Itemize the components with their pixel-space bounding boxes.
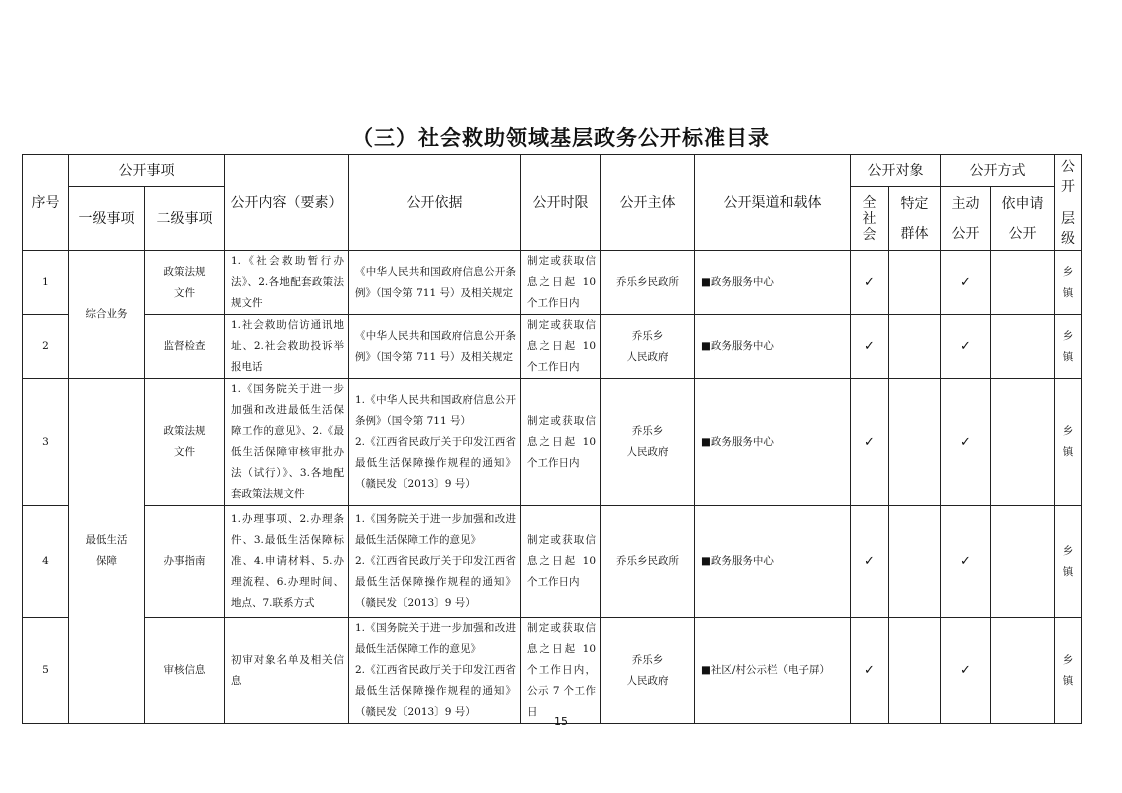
group-name: 综合业务	[69, 251, 145, 379]
row-channel: ■政务服务中心	[695, 251, 851, 315]
row-subject: 乔乐乡民政所	[601, 506, 695, 618]
row-method-apply	[991, 506, 1055, 618]
row-method-active: ✓	[941, 506, 991, 618]
row-method-apply	[991, 618, 1055, 724]
row-channel: ■政务服务中心	[695, 379, 851, 506]
row-content: 1.《国务院关于进一步加强和改进最低生活保障工作的意见》、2.《最低生活保障审核审批办法（试行）》、3.各地配套政策法规文件	[225, 379, 349, 506]
row-target-all: ✓	[851, 251, 889, 315]
header-target: 公开对象	[851, 155, 941, 187]
row-level2: 审核信息	[145, 618, 225, 724]
row-basis: 《中华人民共和国政府信息公开条例》（国令第 711 号）及相关规定	[349, 251, 521, 315]
row-level: 乡镇	[1055, 506, 1082, 618]
table-row	[23, 379, 1082, 506]
row-time: 制定或获取信息之日起 10 个工作日内，公示 7 个工作日	[521, 618, 601, 724]
row-level: 乡镇	[1055, 315, 1082, 379]
row-method-active: ✓	[941, 618, 991, 724]
row-seq: 4	[23, 506, 69, 618]
row-level: 乡镇	[1055, 618, 1082, 724]
row-method-apply	[991, 315, 1055, 379]
header-method-apply: 依申请 公开	[991, 187, 1055, 251]
row-level2: 政策法规 文件	[145, 379, 225, 506]
table-row	[23, 506, 1082, 618]
row-level2: 监督检查	[145, 315, 225, 379]
row-subject: 乔乐乡 人民政府	[601, 379, 695, 506]
header-basis: 公开依据	[349, 155, 521, 251]
header-seq: 序号	[23, 155, 69, 251]
row-basis: 《中华人民共和国政府信息公开条例》（国令第 711 号）及相关规定	[349, 315, 521, 379]
row-target-all: ✓	[851, 618, 889, 724]
row-method-apply	[991, 251, 1055, 315]
header-level1: 一级事项	[69, 187, 145, 251]
row-channel: ■政务服务中心	[695, 315, 851, 379]
row-channel: ■政务服务中心	[695, 506, 851, 618]
table-row	[23, 618, 1082, 724]
row-time: 制定或获取信息之日起 10 个工作日内	[521, 315, 601, 379]
row-target-specific	[889, 379, 941, 506]
row-method-apply	[991, 379, 1055, 506]
row-subject: 乔乐乡 人民政府	[601, 315, 695, 379]
row-target-specific	[889, 251, 941, 315]
row-method-active: ✓	[941, 379, 991, 506]
row-seq: 2	[23, 315, 69, 379]
row-basis: 1.《国务院关于进一步加强和改进最低生活保障工作的意见》 2.《江西省民政厅关于印发江西省最低生活保障操作规程的通知》（赣民发〔2013〕9 号）	[349, 618, 521, 724]
row-time: 制定或获取信息之日起 10 个工作日内	[521, 506, 601, 618]
row-content: 初审对象名单及相关信息	[225, 618, 349, 724]
row-basis: 1.《中华人民共和国政府信息公开条例》（国令第 711 号） 2.《江西省民政厅关于印发江西省最低生活保障操作规程的通知》（赣民发〔2013〕9 号）	[349, 379, 521, 506]
group-name: 最低生活 保障	[69, 379, 145, 724]
header-method: 公开方式	[941, 155, 1055, 187]
row-target-all: ✓	[851, 506, 889, 618]
catalog-table	[22, 154, 1082, 724]
row-seq: 5	[23, 618, 69, 724]
row-seq: 3	[23, 379, 69, 506]
row-method-active: ✓	[941, 251, 991, 315]
row-content: 1.办理事项、2.办理条件、3.最低生活保障标准、4.申请材料、5.办理流程、6.办理时间、地点、7.联系方式	[225, 506, 349, 618]
row-channel: ■社区/村公示栏（电子屏）	[695, 618, 851, 724]
row-seq: 1	[23, 251, 69, 315]
header-subject: 公开主体	[601, 155, 695, 251]
row-time: 制定或获取信息之日起 10 个工作日内	[521, 379, 601, 506]
header-content: 公开内容（要素）	[225, 155, 349, 251]
header-target-all: 全 社 会	[851, 187, 889, 251]
row-subject: 乔乐乡 人民政府	[601, 618, 695, 724]
header-channel: 公开渠道和载体	[695, 155, 851, 251]
header-item: 公开事项	[69, 155, 225, 187]
page-title: （三）社会救助领域基层政务公开标准目录	[352, 125, 770, 150]
header-method-active: 主动 公开	[941, 187, 991, 251]
row-subject: 乔乐乡民政所	[601, 251, 695, 315]
row-basis: 1.《国务院关于进一步加强和改进最低生活保障工作的意见》 2.《江西省民政厅关于印发江西省最低生活保障操作规程的通知》（赣民发〔2013〕9 号）	[349, 506, 521, 618]
row-content: 1.社会救助信访通讯地址、2.社会救助投诉举报电话	[225, 315, 349, 379]
row-target-specific	[889, 618, 941, 724]
header-level: 公开 层级	[1055, 155, 1082, 251]
row-method-active: ✓	[941, 315, 991, 379]
row-level: 乡镇	[1055, 251, 1082, 315]
row-target-specific	[889, 315, 941, 379]
row-target-all: ✓	[851, 315, 889, 379]
table-row	[23, 315, 1082, 379]
header-time: 公开时限	[521, 155, 601, 251]
header-level2: 二级事项	[145, 187, 225, 251]
row-target-all: ✓	[851, 379, 889, 506]
row-target-specific	[889, 506, 941, 618]
row-level: 乡镇	[1055, 379, 1082, 506]
row-level2: 政策法规 文件	[145, 251, 225, 315]
page-number: 15	[554, 715, 568, 728]
row-content: 1.《社会救助暂行办法》、2.各地配套政策法规文件	[225, 251, 349, 315]
table-row	[23, 251, 1082, 315]
header-target-specific: 特定 群体	[889, 187, 941, 251]
row-time: 制定或获取信息之日起 10 个工作日内	[521, 251, 601, 315]
row-level2: 办事指南	[145, 506, 225, 618]
